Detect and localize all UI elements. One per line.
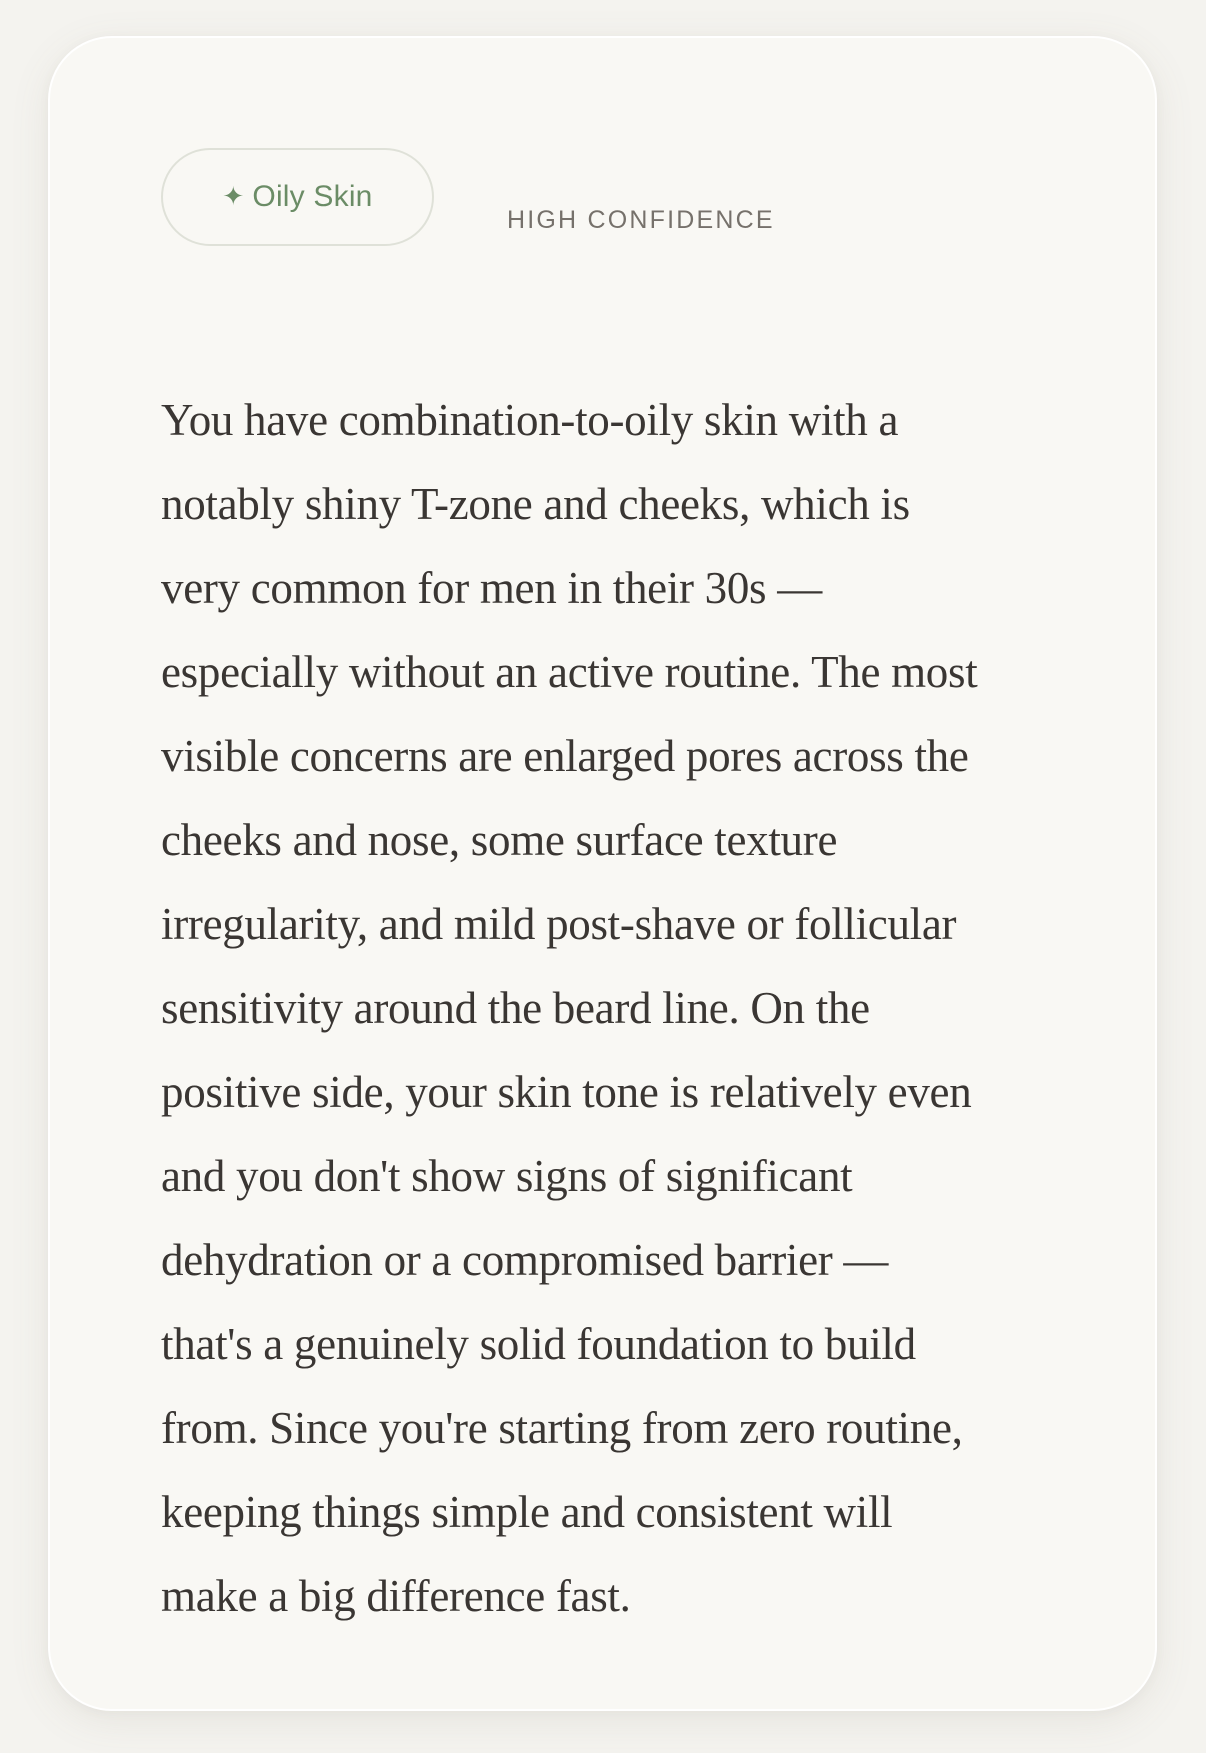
- summary-line: make a big difference fast.: [161, 1571, 631, 1621]
- skin-type-label: Oily Skin: [252, 180, 373, 213]
- confidence-label: HIGH CONFIDENCE: [507, 205, 775, 234]
- skin-type-tag[interactable]: [161, 148, 434, 246]
- skin-analysis-card: [48, 36, 1157, 1711]
- summary-line: irregularity, and mild post-shave or follicular: [161, 899, 957, 949]
- summary-line: sensitivity around the beard line. On the: [161, 983, 870, 1033]
- summary-line: especially without an active routine. The most: [161, 647, 978, 697]
- summary-line: positive side, your skin tone is relatively even: [161, 1067, 972, 1117]
- skin-summary-paragraph: [161, 378, 1061, 1638]
- summary-line: notably shiny T-zone and cheeks, which is: [161, 479, 910, 529]
- summary-line: You have combination-to-oily skin with a: [161, 395, 899, 445]
- summary-line: dehydration or a compromised barrier —: [161, 1235, 889, 1285]
- summary-line: keeping things simple and consistent will: [161, 1487, 893, 1537]
- summary-line: very common for men in their 30s —: [161, 563, 822, 613]
- card-header: [161, 148, 775, 246]
- summary-line: that's a genuinely solid foundation to build: [161, 1319, 916, 1369]
- sparkle-icon: ✦: [222, 181, 245, 211]
- summary-line: from. Since you're starting from zero routine,: [161, 1403, 963, 1453]
- summary-line: cheeks and nose, some surface texture: [161, 815, 838, 865]
- summary-line: and you don't show signs of significant: [161, 1151, 853, 1201]
- summary-line: visible concerns are enlarged pores across the: [161, 731, 969, 781]
